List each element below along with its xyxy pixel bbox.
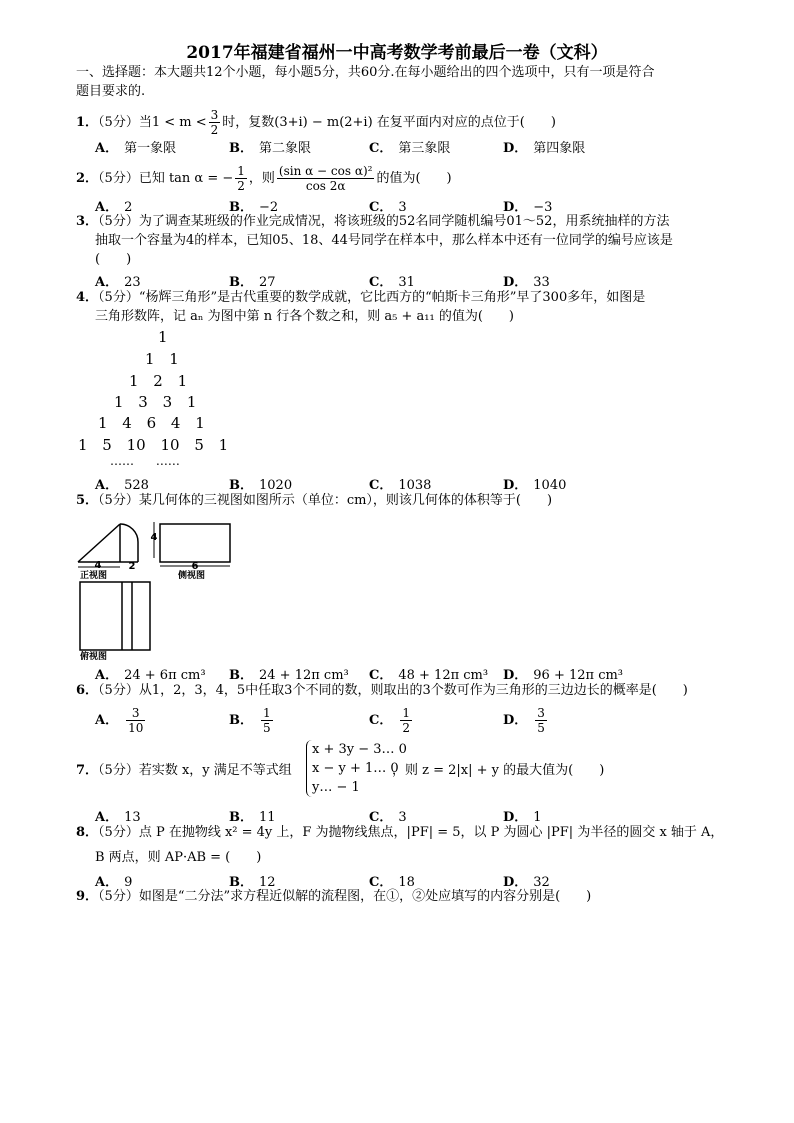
- option-a[interactable]: A． 2: [95, 200, 133, 215]
- fraction: $\frac{\text{(sin α − cos α)²}}{\cos 2\alpha}$: [278, 164, 373, 193]
- option-a[interactable]: A． 13: [95, 810, 141, 825]
- option-b[interactable]: B． 1020: [229, 478, 293, 493]
- inequality-system: x + 3y − 3… 0 x − y + 1… 0 y… − 1: [306, 740, 407, 797]
- option-c[interactable]: C． 31: [369, 275, 415, 290]
- dimension-label: 6: [191, 561, 199, 572]
- dimension-label: 4: [94, 560, 102, 571]
- option-c[interactable]: C． 3: [369, 810, 407, 825]
- option-a[interactable]: A． 528: [95, 478, 149, 493]
- option-d[interactable]: D． 第四象限: [503, 141, 586, 156]
- option-d[interactable]: D． 1: [503, 810, 542, 825]
- dimension-label: 2: [128, 561, 136, 572]
- option-c[interactable]: C． $\frac{1}{2}$: [369, 706, 410, 735]
- option-b[interactable]: B． 27: [229, 275, 276, 290]
- option-d[interactable]: D． 33: [503, 275, 550, 290]
- option-c[interactable]: C． 18: [369, 875, 415, 890]
- triangle-row: 1 4 6 4 1: [98, 414, 205, 432]
- option-a[interactable]: A． 23: [95, 275, 141, 290]
- question-8-options: [95, 871, 715, 889]
- top-view-label: 俯视图: [80, 652, 108, 660]
- question-1-options: [95, 137, 715, 155]
- section-heading-line2: 题目要求的.: [76, 84, 146, 99]
- option-b[interactable]: B． 11: [229, 810, 276, 825]
- option-d[interactable]: D． 32: [503, 875, 550, 890]
- fraction: $\frac{1}{2}$: [237, 164, 245, 193]
- question-7-options: [95, 806, 715, 824]
- side-view: [160, 524, 230, 562]
- question-5: 5．（5分）某几何体的三视图如图所示（单位：cm），则该几何体的体积等于( ): [76, 493, 553, 508]
- section-heading-line1: 一、选择题：本大题共12个小题，每小题5分，共60分.在每小题给出的四个选项中，只有一项是符合: [76, 65, 655, 80]
- option-c[interactable]: C． 3: [369, 200, 407, 215]
- option-b[interactable]: B． 12: [229, 875, 276, 890]
- triangle-row: 1 1: [145, 350, 179, 368]
- front-view-label: 正视图: [80, 571, 108, 581]
- question-3-line1: 3．（5分）为了调查某班级的作业完成情况，将该班级的52名同学随机编号01～52，用系统抽样的方法: [76, 214, 670, 229]
- option-d[interactable]: D． $\frac{3}{5}$: [503, 706, 545, 735]
- question-2: 2．（5分）已知 tan α = − $\frac{1}{2}$ ，则 $\frac{\text{(sin α − cos α)²}}{\cos 2\alpha}$ 的值为( ): [76, 164, 452, 193]
- option-c[interactable]: C． 1038: [369, 478, 432, 493]
- option-a[interactable]: A． 24 + 6π cm³: [95, 668, 206, 683]
- triangle-row: 1 3 3 1: [114, 393, 197, 411]
- option-c[interactable]: C． 第三象限: [369, 141, 451, 156]
- question-8-line1: 8．（5分）点 P 在抛物线 x² = 4y 上，F 为抛物线焦点，|PF| = 5，以 P 为圆心 |PF| 为半径的圆交 x 轴于 A，: [76, 825, 724, 840]
- side-view-label: 侧视图: [178, 571, 206, 581]
- option-d[interactable]: D． 96 + 12π cm³: [503, 668, 624, 683]
- option-a[interactable]: A． $\frac{3}{10}$: [95, 706, 144, 735]
- option-b[interactable]: B． 24 + 12π cm³: [229, 668, 349, 683]
- option-d[interactable]: D． −3: [503, 200, 553, 215]
- question-2-options: [95, 196, 715, 214]
- question-3-line2: 抽取一个容量为4的样本，已知05、18、44号同学在样本中，那么样本中还有一位同学的编号应该是: [95, 233, 673, 248]
- option-d[interactable]: D． 1040: [503, 478, 567, 493]
- three-view-diagram: [76, 512, 236, 660]
- dimension-label: 4: [150, 532, 158, 543]
- question-7-suffix: ，则 z = 2|x| + y 的最大值为( ): [392, 763, 605, 778]
- triangle-row: 1 5 10 10 5 1: [78, 436, 229, 454]
- question-3-options: [95, 271, 715, 289]
- question-4-line2: 三角形数阵，记 aₙ 为图中第 n 行各个数之和，则 a₅ + a₁₁ 的值为( ): [95, 309, 514, 324]
- question-3-line3: ( ): [95, 252, 132, 267]
- question-1: 1．（5分）当1 < m < $\frac{3}{2}$ 时，复数(3+i) − m(2+i) 在复平面内对应的点位于( ): [76, 108, 556, 137]
- question-5-options: [95, 664, 715, 682]
- question-8-line2: B 两点，则 AP·AB = ( ): [95, 850, 262, 865]
- front-view: [78, 524, 138, 562]
- option-b[interactable]: B． $\frac{1}{5}$: [229, 706, 271, 735]
- question-9: 9．（5分）如图是“二分法”求方程近似解的流程图，在①，②处应填写的内容分别是( ): [76, 889, 592, 904]
- option-b[interactable]: B． −2: [229, 200, 279, 215]
- question-6: 6．（5分）从1，2，3，4，5中任取3个不同的数，则取出的3个数可作为三角形的三边边长的概率是( ): [76, 683, 688, 698]
- option-a[interactable]: A． 第一象限: [95, 141, 177, 156]
- question-7-prefix: 7．（5分）若实数 x，y 满足不等式组: [76, 763, 292, 778]
- option-a[interactable]: A． 9: [95, 875, 133, 890]
- question-4-line1: 4．（5分）“杨辉三角形”是古代重要的数学成就，它比西方的“帕斯卡三角形”早了300多年，如图是: [76, 290, 646, 305]
- fraction: $\frac{3}{2}$: [210, 108, 219, 137]
- question-4-options: [95, 474, 715, 492]
- triangle-row: 1 2 1: [129, 372, 188, 390]
- option-b[interactable]: B． 第二象限: [229, 141, 312, 156]
- triangle-row: 1: [158, 328, 168, 346]
- option-c[interactable]: C． 48 + 12π cm³: [369, 668, 489, 683]
- page-title: 2017年福建省福州一中高考数学考前最后一卷（文科）: [186, 43, 608, 63]
- triangle-ellipsis: …… ……: [110, 454, 180, 468]
- question-6-options: [95, 706, 715, 738]
- top-view: [80, 582, 150, 650]
